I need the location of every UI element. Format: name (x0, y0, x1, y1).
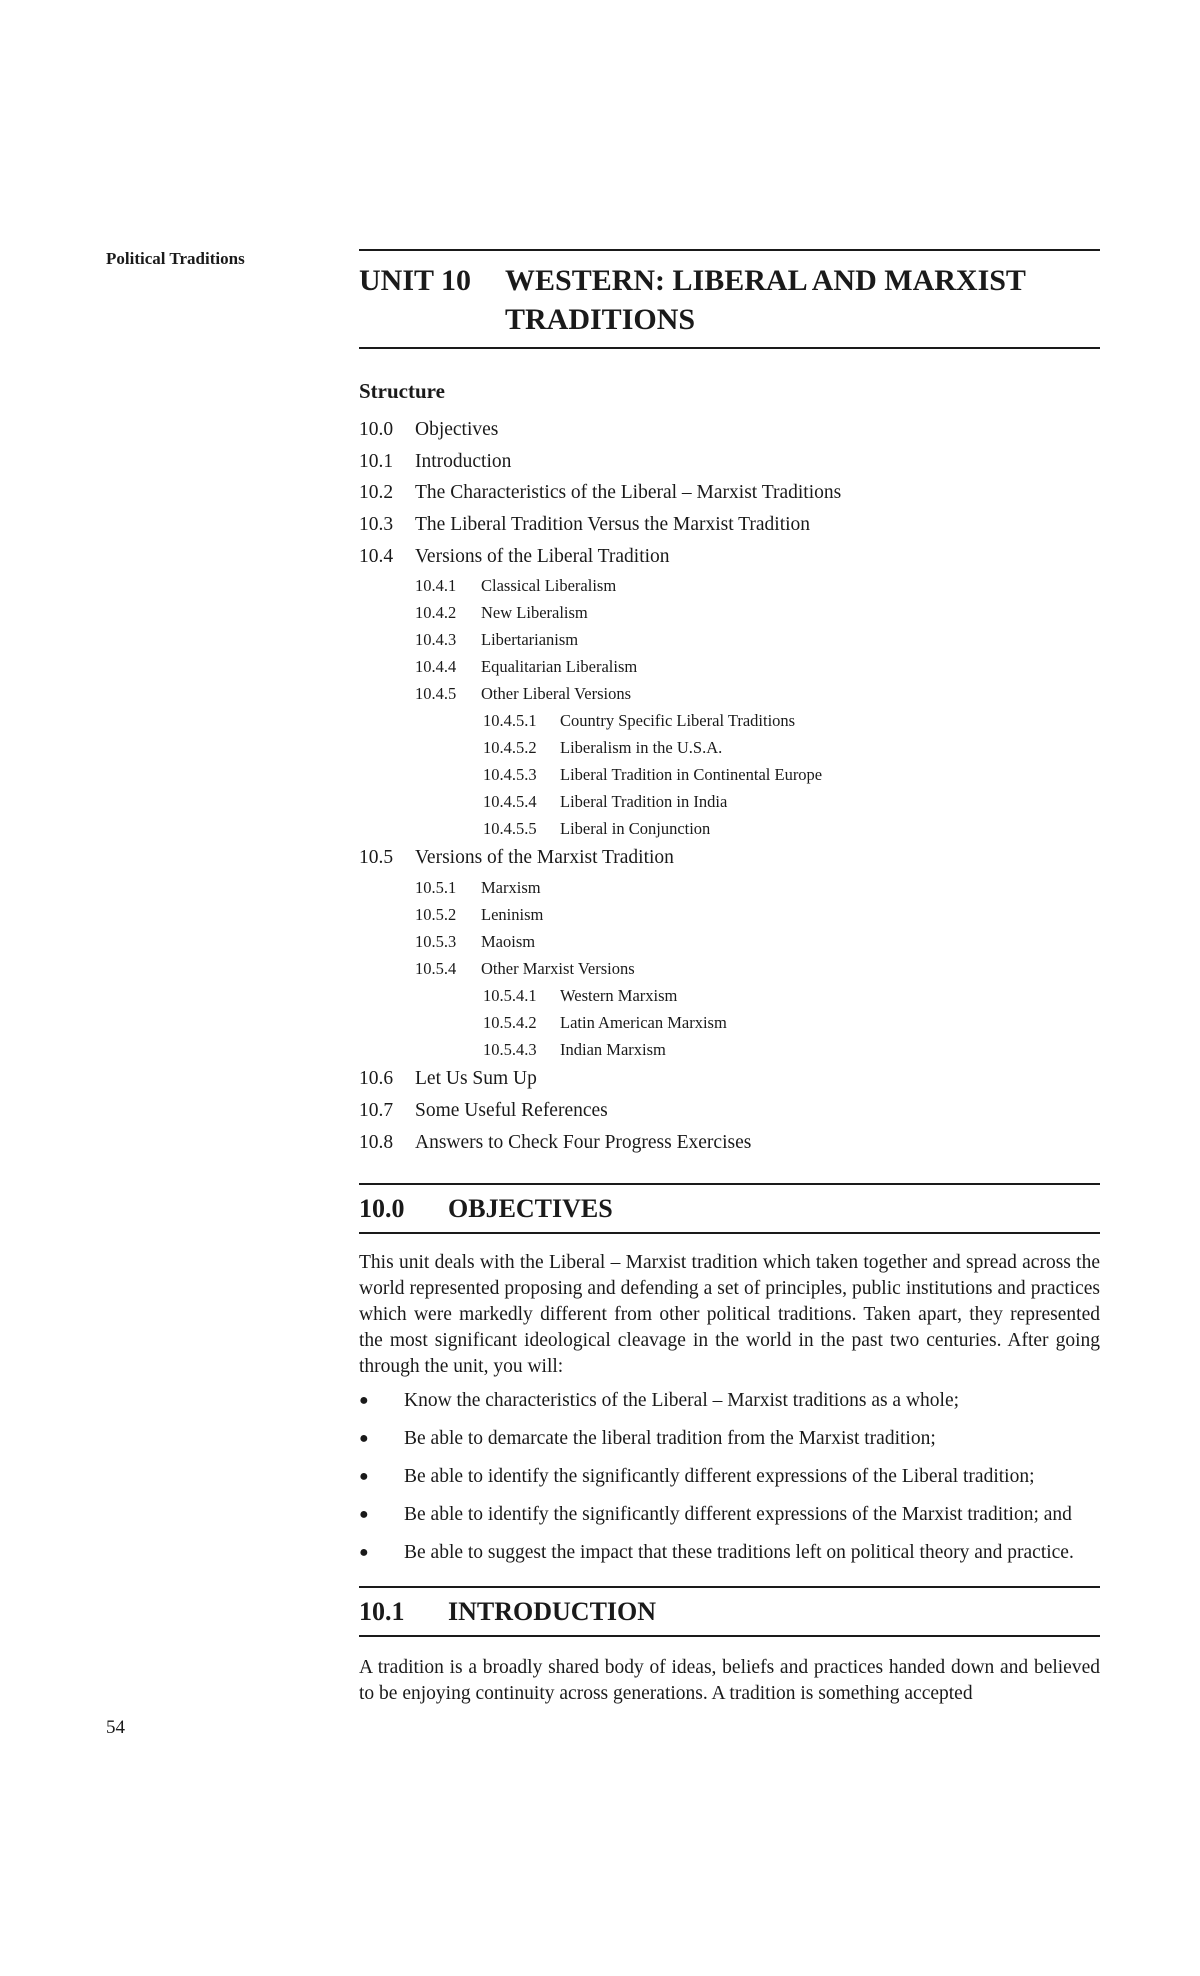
toc-item-text: Liberal Tradition in India (560, 792, 728, 812)
section-number: 10.1 (359, 1597, 405, 1627)
toc-item-number: 10.4.1 (415, 576, 457, 596)
title-bottom-rule (359, 347, 1100, 349)
toc-item-text: The Characteristics of the Liberal – Marxist Traditions (415, 482, 842, 504)
toc-item-number: 10.0 (359, 419, 394, 440)
table-of-contents (359, 414, 1100, 1158)
toc-item (359, 541, 1100, 573)
unit-title-text: WESTERN: LIBERAL AND MARXIST TRADITIONS (505, 264, 1026, 336)
bullet-icon: ● (359, 1468, 369, 1486)
toc-item-text: Other Marxist Versions (481, 959, 635, 979)
toc-item (359, 982, 1100, 1009)
list-item (359, 1388, 1100, 1414)
toc-item-number: 10.5.2 (415, 905, 457, 925)
toc-item (359, 734, 1100, 761)
toc-item-text: Other Liberal Versions (481, 684, 631, 704)
toc-item-number: 10.4.4 (415, 657, 457, 677)
toc-item-number: 10.4.5.2 (483, 738, 537, 758)
toc-item-text: Liberal in Conjunction (560, 819, 711, 839)
toc-item-number: 10.4.3 (415, 630, 457, 650)
toc-item-text: Liberalism in the U.S.A. (560, 738, 723, 758)
toc-item (359, 509, 1100, 541)
toc-item-number: 10.7 (359, 1099, 394, 1121)
toc-item-text: Marxism (481, 878, 541, 898)
toc-item (359, 707, 1100, 734)
bullet-icon: ● (359, 1544, 369, 1562)
toc-item-number: 10.5.1 (415, 878, 457, 898)
toc-item-text: Indian Marxism (560, 1040, 666, 1060)
toc-item (359, 815, 1100, 842)
toc-item (359, 842, 1100, 874)
objectives-paragraph: This unit deals with the Liberal – Marxist tradition which taken together and spread across the world represented proposing and defending a set of principles, public institutions and practices which were markedly different from other political traditions. Taken apart, they represented the most significant ideological cleavage in the world in the past two centuries. After going through the unit, you will: (359, 1252, 1100, 1378)
toc-item (359, 901, 1100, 928)
section-title: OBJECTIVES (448, 1194, 613, 1224)
section-heading-objectives (359, 1183, 1100, 1234)
toc-item-text: New Liberalism (481, 603, 588, 623)
toc-item (359, 761, 1100, 788)
toc-item-number: 10.6 (359, 1068, 394, 1090)
toc-item-text: Classical Liberalism (481, 576, 617, 596)
list-item (359, 1540, 1100, 1566)
toc-item (359, 1095, 1100, 1127)
toc-item-number: 10.5.4.1 (483, 986, 537, 1006)
toc-item-number: 10.4 (359, 545, 394, 567)
toc-item (359, 414, 1100, 446)
list-item-text: Be able to demarcate the liberal tradition from the Marxist tradition; (404, 1428, 936, 1450)
list-item-text: Be able to identify the significantly different expressions of the Marxist tradition; and (404, 1504, 1072, 1526)
toc-item (359, 572, 1100, 599)
toc-item-number: 10.5.4.3 (483, 1040, 537, 1060)
toc-item (359, 599, 1100, 626)
unit-title (359, 251, 1100, 347)
toc-item-number: 10.4.5.4 (483, 792, 537, 812)
list-item-text: Be able to identify the significantly different expressions of the Liberal tradition; (404, 1466, 1035, 1488)
toc-item (359, 928, 1100, 955)
toc-item (359, 477, 1100, 509)
toc-item-text: Objectives (415, 419, 499, 440)
toc-item-number: 10.4.5.3 (483, 765, 537, 785)
page-number: 54 (106, 1717, 125, 1738)
toc-item-text: Equalitarian Liberalism (481, 657, 638, 677)
toc-item-number: 10.5.4 (415, 959, 457, 979)
unit-number: UNIT 10 (359, 264, 471, 297)
toc-item-number: 10.2 (359, 482, 394, 504)
toc-item-number: 10.5.3 (415, 932, 457, 952)
toc-item (359, 446, 1100, 478)
main-column (359, 249, 1100, 1707)
toc-item (359, 1009, 1100, 1036)
toc-item-text: Leninism (481, 905, 544, 925)
toc-item-text: Let Us Sum Up (415, 1068, 537, 1090)
introduction-paragraph: A tradition is a broadly shared body of ideas, beliefs and practices handed down and believed to be enjoying continuity across generations. A tradition is something accepted (359, 1657, 1100, 1705)
toc-item-number: 10.5.4.2 (483, 1013, 537, 1033)
list-item-text: Know the characteristics of the Liberal – Marxist traditions as a whole; (404, 1390, 960, 1412)
toc-item (359, 788, 1100, 815)
toc-item-text: Some Useful References (415, 1099, 608, 1121)
toc-item-text: Latin American Marxism (560, 1013, 727, 1033)
toc-item (359, 874, 1100, 901)
toc-item-text: Versions of the Marxist Tradition (415, 847, 674, 869)
toc-item-number: 10.4.5.5 (483, 819, 537, 839)
section-number: 10.0 (359, 1194, 405, 1224)
toc-item-number: 10.4.5 (415, 684, 457, 704)
toc-item-text: Western Marxism (560, 986, 678, 1006)
bullet-icon: ● (359, 1430, 369, 1448)
list-item-text: Be able to suggest the impact that these traditions left on political theory and practice. (404, 1542, 1074, 1564)
structure-label: Structure (359, 379, 445, 403)
toc-item-text: Answers to Check Four Progress Exercises (415, 1131, 752, 1153)
list-item (359, 1464, 1100, 1490)
toc-item-text: Liberal Tradition in Continental Europe (560, 765, 823, 785)
toc-item (359, 955, 1100, 982)
running-head: Political Traditions (106, 249, 245, 268)
toc-item (359, 1127, 1100, 1159)
toc-item-number: 10.8 (359, 1131, 394, 1153)
toc-item-number: 10.1 (359, 450, 394, 472)
toc-item (359, 1063, 1100, 1095)
section-heading-introduction (359, 1586, 1100, 1637)
bullet-icon: ● (359, 1392, 369, 1410)
toc-item-text: Maoism (481, 932, 536, 952)
toc-item (359, 626, 1100, 653)
list-item (359, 1502, 1100, 1528)
toc-item-text: Libertarianism (481, 630, 579, 650)
toc-item-text: Introduction (415, 450, 512, 472)
list-item (359, 1426, 1100, 1452)
toc-item-text: Country Specific Liberal Traditions (560, 711, 796, 731)
toc-item-number: 10.4.5.1 (483, 711, 537, 731)
bullet-icon: ● (359, 1506, 369, 1524)
toc-item (359, 680, 1100, 707)
toc-item (359, 1036, 1100, 1063)
toc-item (359, 653, 1100, 680)
objectives-list (359, 1388, 1100, 1566)
toc-item-number: 10.3 (359, 514, 394, 536)
toc-item-number: 10.4.2 (415, 603, 457, 623)
toc-item-text: The Liberal Tradition Versus the Marxist Tradition (415, 514, 811, 536)
section-title: INTRODUCTION (448, 1597, 657, 1627)
toc-item-text: Versions of the Liberal Tradition (415, 545, 670, 567)
toc-item-number: 10.5 (359, 847, 394, 869)
